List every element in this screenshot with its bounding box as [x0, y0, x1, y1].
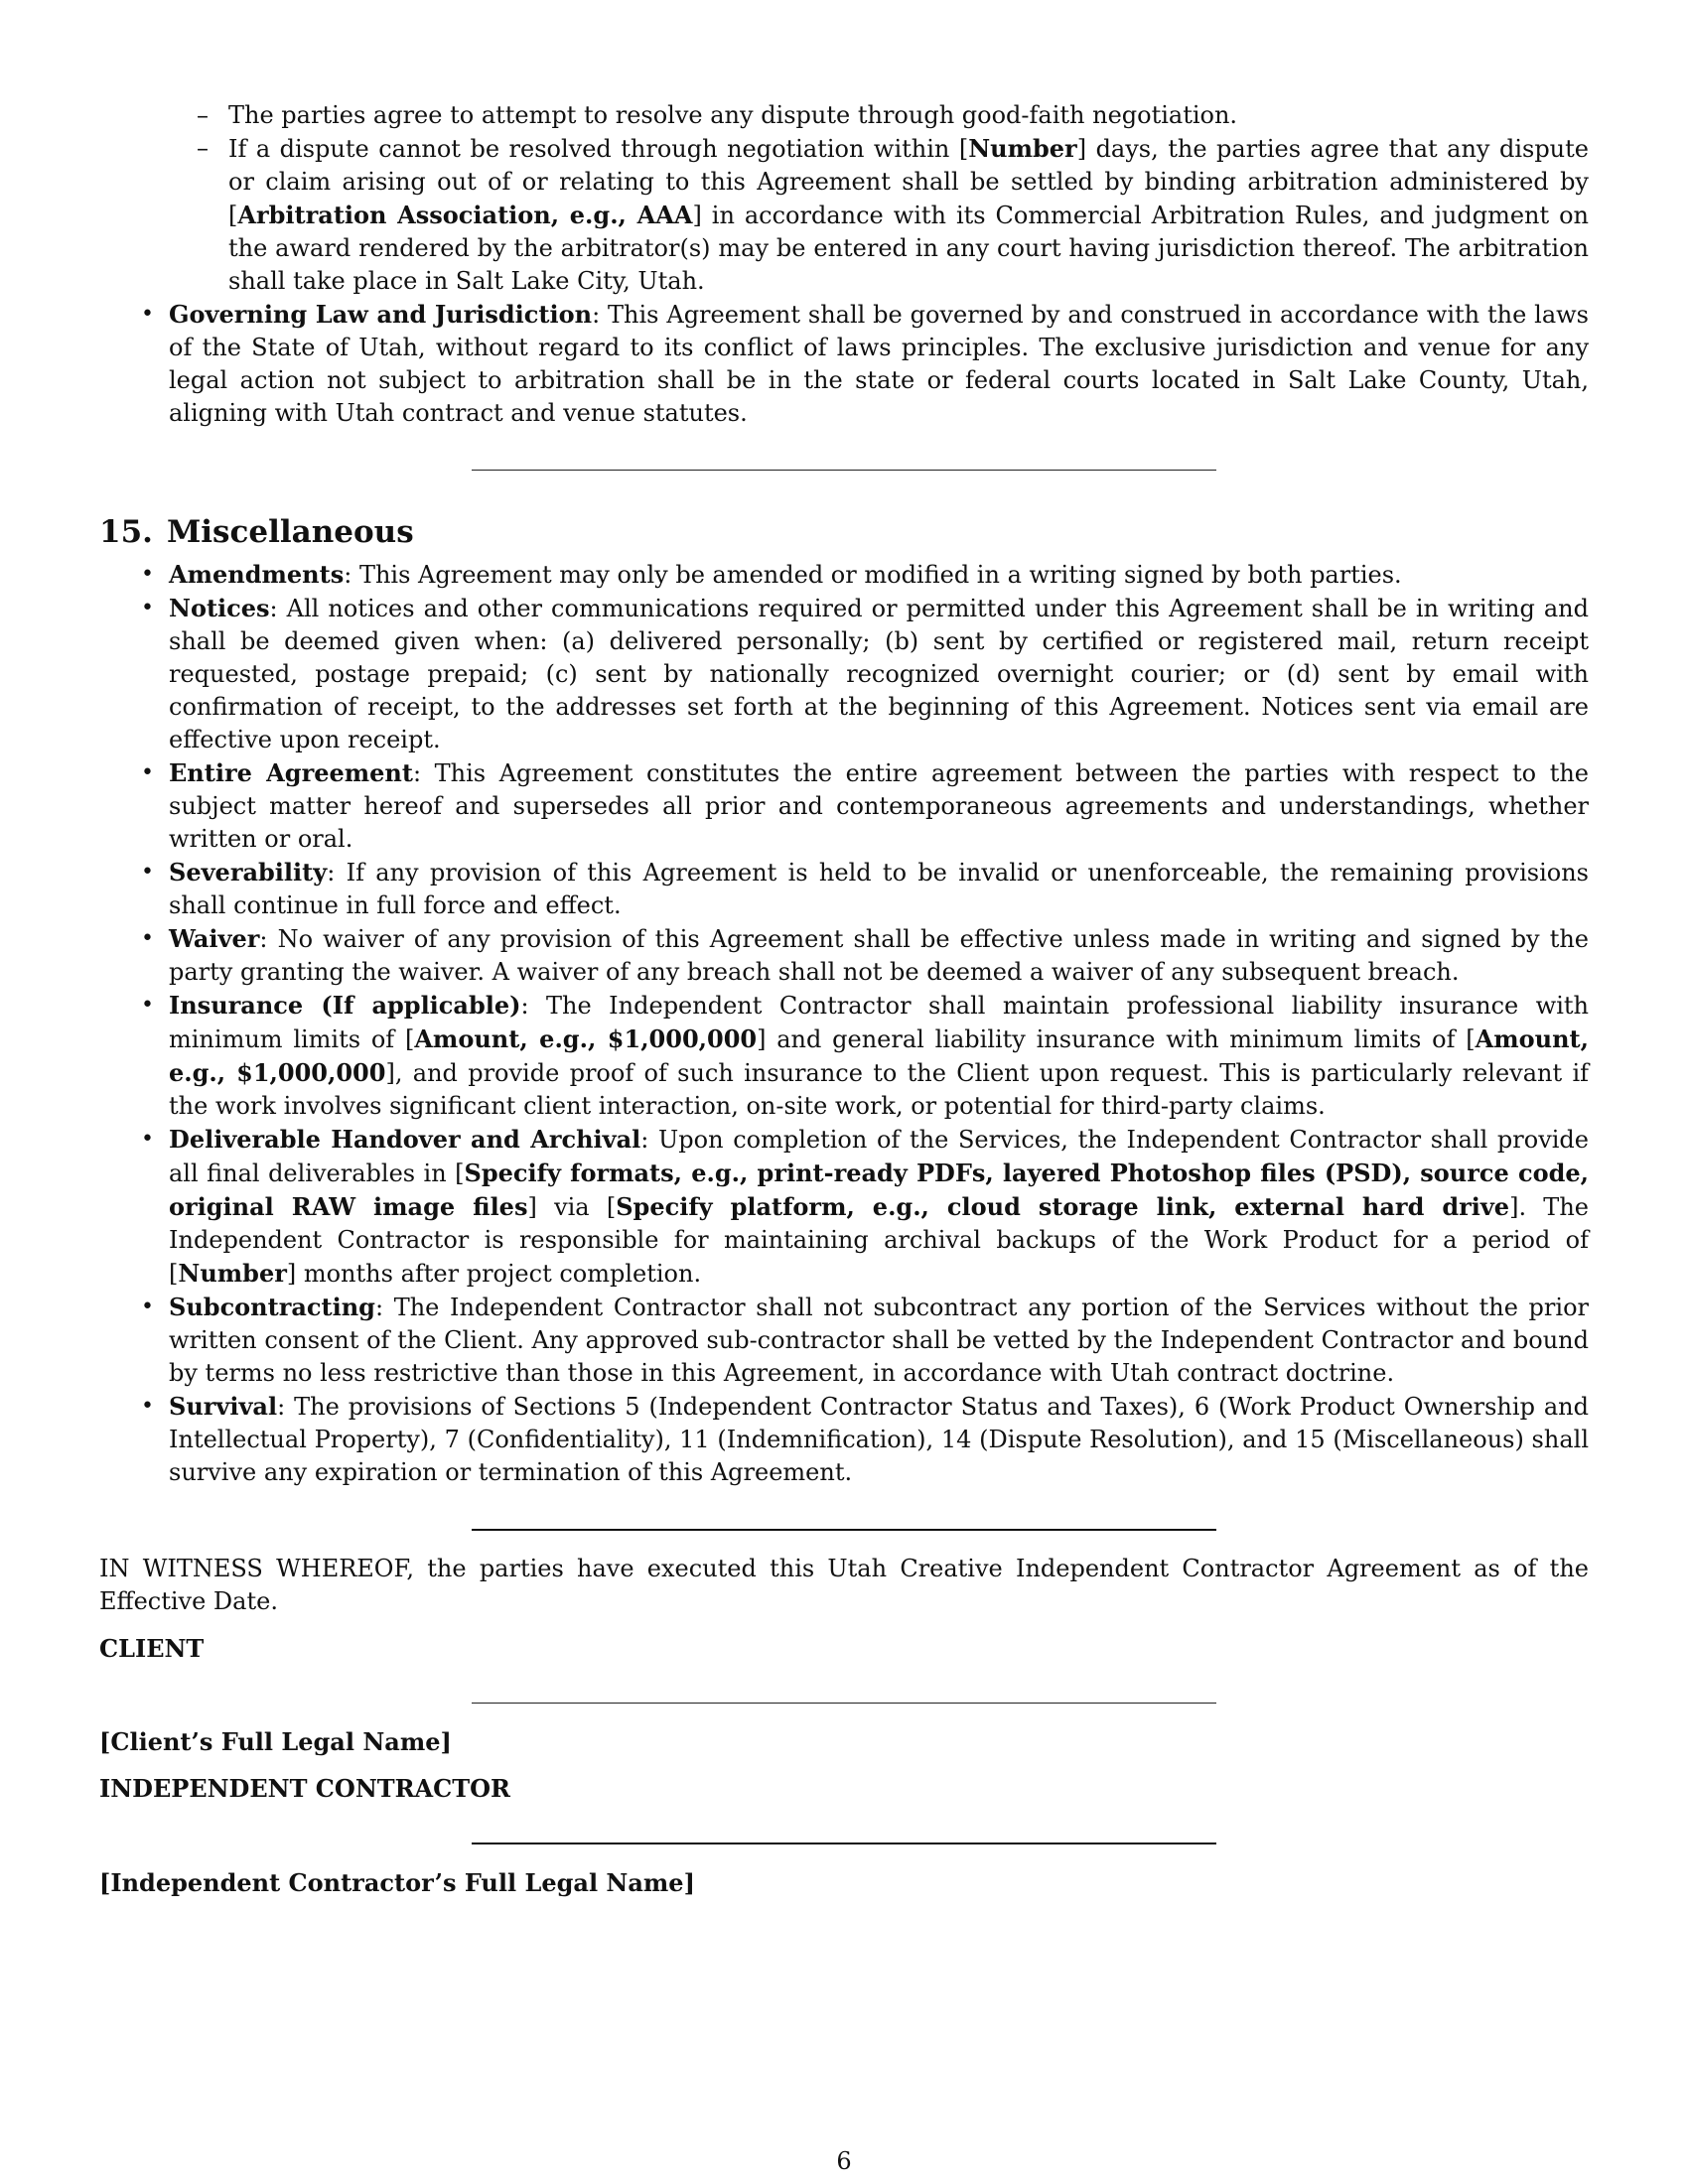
client-label: CLIENT	[99, 1634, 205, 1663]
item-title: Survival	[169, 1392, 278, 1421]
placeholder-text: Amount, e.g., $1,000,000	[414, 1024, 758, 1053]
item-title: Amendments	[169, 560, 345, 589]
item-title: Severability	[169, 858, 328, 887]
item-text: : No waiver of any provision of this Agreement shall be effective unless made in writing and signed by the party granting the waiver. A waiver of any breach shall not be deemed a waiver of any subsequent breach.	[169, 925, 1589, 986]
bullet-marker: •	[141, 596, 154, 620]
dispute-sub-item	[197, 132, 1589, 298]
sub-item-text: ] days, the parties agree that any dispute or claim arising out of or relating to this Agreement shall be settled by binding arbitration administered by [	[228, 135, 1589, 229]
item-text: : The Independent Contractor shall not subcontract any portion of the Services without the prior written consent of the Client. Any approved sub-contractor shall be vetted by the Independent Contractor and bound by terms no less restrictive than those in this Agreement, in accordance with Utah contract doctrine.	[169, 1294, 1589, 1387]
bullet-marker: •	[141, 302, 154, 327]
placeholder-text: Number	[968, 134, 1077, 163]
item-text: : This Agreement shall be governed by and construed in accordance with the laws of the State of Utah, without regard to its conflict of laws principles. The exclusive jurisdiction and venue for any legal action not subject to arbitration shall be in the state or federal courts located in Salt Lake County, Utah, aligning with Utah contract and venue statutes.	[169, 301, 1589, 427]
placeholder-text: Amount, e.g., $1,000,000	[169, 1024, 1589, 1087]
dispute-sub-item	[197, 99, 1589, 132]
bullet-marker: •	[141, 1295, 154, 1319]
bullet-marker: •	[141, 1127, 154, 1152]
item-title: Waiver	[169, 924, 260, 953]
page-number: 6	[836, 2147, 852, 2175]
placeholder-text: Number	[178, 1259, 287, 1288]
list-item	[141, 1390, 1589, 1489]
item-text: : If any provision of this Agreement is held to be invalid or unenforceable, the remaining provisions shall continue in full force and effect.	[169, 859, 1589, 919]
contractor-label: INDEPENDENT CONTRACTOR	[99, 1774, 510, 1803]
dash-marker: –	[197, 101, 209, 129]
list-item	[141, 922, 1589, 989]
section-title: Miscellaneous	[166, 514, 414, 550]
list-item	[141, 756, 1589, 856]
section-divider	[472, 1529, 1216, 1531]
item-title: Governing Law and Jurisdiction	[169, 300, 593, 329]
bullet-marker: •	[141, 562, 154, 587]
contractor-name: [Independent Contractor’s Full Legal Name]	[99, 1868, 695, 1897]
item-text: : Upon completion of the Services, the Independent Contractor shall provide all final deliverables in [	[169, 1126, 1589, 1187]
section-heading	[99, 512, 1589, 552]
item-text: ]. The Independent Contractor is responsible for maintaining archival backups of the Work Product for a period of [	[169, 1193, 1589, 1288]
item-title: Entire Agreement	[169, 758, 413, 787]
section-number: 15.	[99, 514, 153, 550]
bullet-marker: •	[141, 760, 154, 785]
dispute-sub-list	[99, 99, 1589, 298]
item-text: : The provisions of Sections 5 (Independent Contractor Status and Taxes), 6 (Work Product Ownership and Intellectual Property), 7 (Confidentiality), 11 (Indemnification), 14 (Dispute Resolution), and 15 (Miscellaneous) shall survive any expiration or termination of this Agreement.	[169, 1393, 1589, 1486]
document-page	[99, 99, 1589, 1899]
list-item	[141, 856, 1589, 922]
item-text: ] and general liability insurance with minimum limits of [	[757, 1025, 1476, 1053]
witness-paragraph: IN WITNESS WHEREOF, the parties have executed this Utah Creative Independent Contractor Agreement as of the Effective Date.	[99, 1555, 1589, 1615]
list-item	[141, 592, 1589, 756]
item-title: Deliverable Handover and Archival	[169, 1125, 641, 1154]
bullet-marker: •	[141, 993, 154, 1018]
placeholder-text: Specify formats, e.g., print-ready PDFs, layered Photoshop files (PSD), source code, original RAW image files	[169, 1159, 1590, 1221]
governing-law-list	[99, 298, 1589, 430]
bullet-marker: •	[141, 860, 154, 885]
bullet-marker: •	[141, 926, 154, 951]
governing-law-item	[141, 298, 1589, 430]
contractor-signature-line	[472, 1843, 1216, 1844]
sub-item-text: ] in accordance with its Commercial Arbitration Rules, and judgment on the award rendered by the arbitrator(s) may be entered in any court having jurisdiction thereof. The arbitration shall take place in Salt Lake City, Utah.	[228, 202, 1589, 295]
miscellaneous-list	[99, 558, 1589, 1489]
placeholder-text: Specify platform, e.g., cloud storage link, external hard drive	[616, 1192, 1510, 1221]
list-item	[141, 989, 1590, 1123]
client-signature-line	[472, 1703, 1216, 1704]
list-item	[141, 1291, 1589, 1390]
item-text: : All notices and other communications required or permitted under this Agreement shall be in writing and shall be deemed given when: (a) delivered personally; (b) sent by certified or registered mail, return receipt requested, postage prepaid; (c) sent by nationally recognized overnight courier; or (d) sent by email with confirmation of receipt, to the addresses set forth at the beginning of this Agreement. Notices sent via email are effective upon receipt.	[169, 595, 1589, 753]
item-text: : This Agreement constitutes the entire agreement between the parties with respect to the subject matter hereof and supersedes all prior and contemporaneous agreements and understandings, whether written or oral.	[169, 759, 1589, 853]
item-text: : This Agreement may only be amended or modified in a writing signed by both parties.	[344, 561, 1402, 589]
item-text: : The Independent Contractor shall maintain professional liability insurance with minimum limits of [	[169, 992, 1589, 1053]
sub-item-text: If a dispute cannot be resolved through negotiation within [	[228, 135, 969, 163]
item-text: ] via [	[527, 1193, 617, 1221]
list-item	[141, 558, 1589, 592]
section-divider	[472, 470, 1216, 471]
item-text: ], and provide proof of such insurance to the Client upon request. This is particularly relevant if the work involves significant client interaction, on-site work, or potential for third-party claims.	[169, 1059, 1590, 1120]
item-title: Notices	[169, 594, 270, 622]
placeholder-text: Arbitration Association, e.g., AAA	[237, 201, 693, 229]
item-text: ] months after project completion.	[286, 1260, 702, 1288]
client-name: [Client’s Full Legal Name]	[99, 1727, 452, 1756]
bullet-marker: •	[141, 1394, 154, 1419]
item-title: Insurance (If applicable)	[169, 991, 521, 1020]
item-title: Subcontracting	[169, 1293, 375, 1321]
dash-marker: –	[197, 134, 209, 162]
sub-item-text: The parties agree to attempt to resolve any dispute through good-faith negotiation.	[228, 101, 1238, 129]
list-item	[141, 1123, 1590, 1291]
